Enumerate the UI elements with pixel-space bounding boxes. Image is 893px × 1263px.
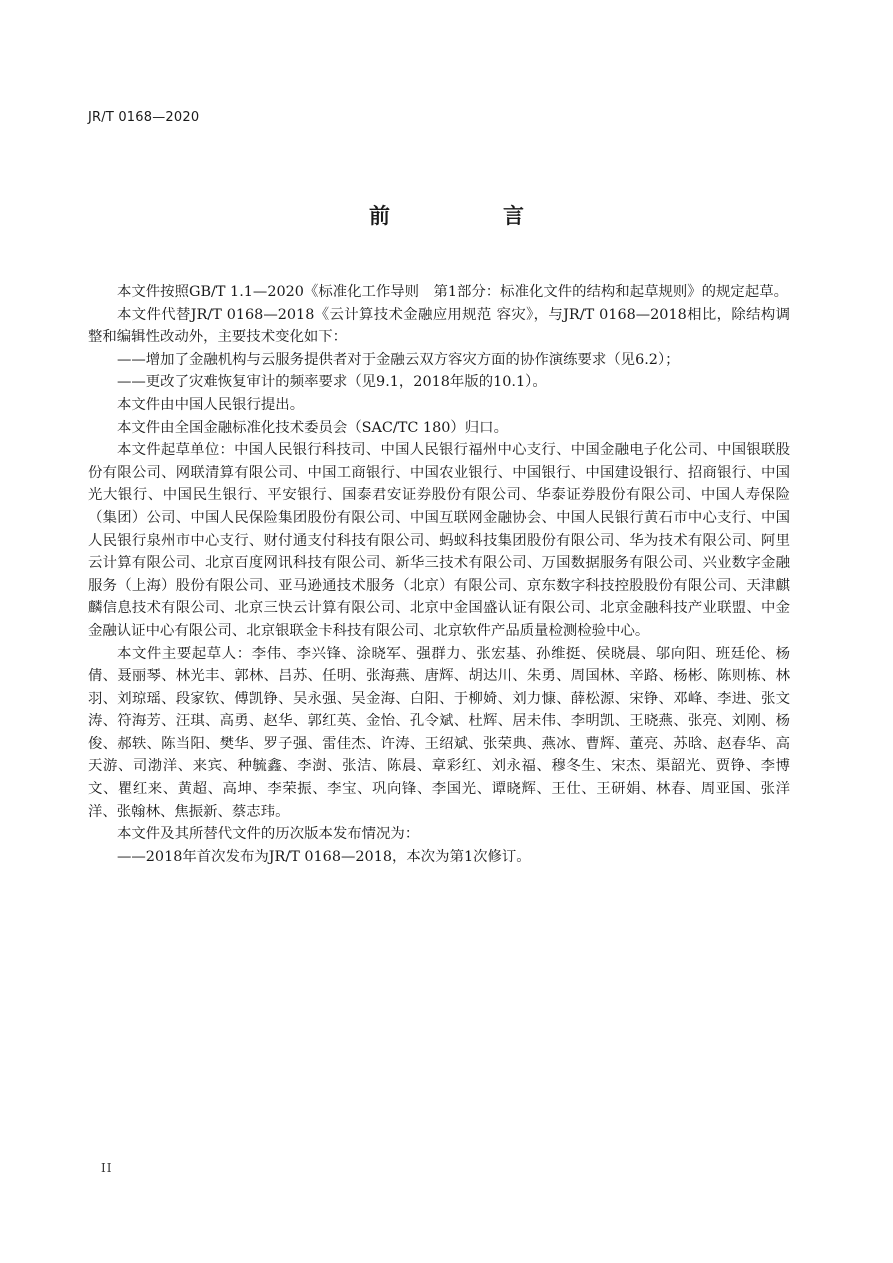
paragraph-replacement: 本文件代替JR/T 0168—2018《云计算技术金融应用规范 容灾》，与JR/T 0168—2018相比，除结构调整和编辑性改动外，主要技术变化如下：: [88, 306, 790, 346]
paragraph-committee: 本文件由全国金融标准化技术委员会（SAC/TC 180）归口。: [117, 419, 508, 436]
paragraph-drafting-units: 本文件起草单位：中国人民银行科技司、中国人民银行福州中心支行、中国金融电子化公司、中国银联股份有限公司、网联清算有限公司、中国工商银行、中国农业银行、中国银行、中国建设银行、招商银行、中国光大银行、中国民生银行、平安银行、国泰君安证券股份有限公司、华泰证券股份有限公司、中国人寿保险（集团）公司、中国人民保险集团股份有限公司、中国互联网金融协会、中国人民银行黄石市中心支行、中国人民银行泉州市中心支行、财付通支付科技有限公司、蚂蚁科技集团股份有限公司、华为技术有限公司、阿里云计算有限公司、北京百度网讯科技有限公司、新华三技术有限公司、万国数据服务有限公司、兴业数字金融服务（上海）股份有限公司、亚马逊通技术服务（北京）有限公司、京东数字科技控股股份有限公司、天津麒麟信息技术有限公司、北京三快云计算有限公司、北京中金国盛认证有限公司、北京金融科技产业联盟、中金金融认证中心有限公司、北京银联金卡科技有限公司、北京软件产品质量检测检验中心。: [88, 442, 790, 639]
paragraph-history-intro: 本文件及其所替代文件的历次版本发布情况为：: [117, 826, 420, 843]
standard-code: JR/T 0168—2020: [88, 110, 200, 125]
paragraph-drafting-rules: 本文件按照GB/T 1.1—2020《标准化工作导则 第1部分：标准化文件的结构和起草规则》的规定起草。: [117, 284, 788, 300]
paragraph-change-1: ——增加了金融机构与云服务提供者对于金融云双方容灾方面的协作演练要求（见6.2）；: [117, 351, 680, 368]
paragraph-drafters: 本文件主要起草人：李伟、李兴锋、涂晓军、强群力、张宏基、孙维挺、侯晓晨、邬向阳、班廷伦、杨倩、聂丽琴、林光丰、郭林、吕苏、任明、张海燕、唐辉、胡达川、朱勇、周国林、辛路、杨彬、陈则栋、林羽、刘琼瑶、段家钦、傅凯铮、吴永强、吴金海、白阳、于柳婍、刘力慷、薛松源、宋铮、邓峰、李进、张文涛、符海芳、汪琪、高勇、赵华、郭红英、金怡、孔令斌、杜辉、居未伟、李明凯、王晓燕、张亮、刘刚、杨俊、郝轶、陈当阳、樊华、罗子强、雷佳杰、许涛、王绍斌、张荣典、燕冰、曹辉、董亮、苏晗、赵春华、高天游、司渤洋、来宾、种毓鑫、李澍、张洁、陈晨、章彩红、刘永福、穆冬生、宋杰、渠韶光、贾铮、李博文、瞿红来、黄超、高坤、李荣振、李宝、巩向锋、李国光、谭晓辉、王仕、王研娟、林春、周亚国、张洋洋、张翰林、焦振新、蔡志玮。: [88, 645, 790, 820]
page-title: 前 言: [369, 204, 570, 228]
paragraph-proposer: 本文件由中国人民银行提出。: [117, 396, 305, 413]
page-number: II: [101, 1161, 113, 1175]
foreword-body: [88, 281, 790, 868]
paragraph-history-item: ——2018年首次发布为JR/T 0168—2018，本次为第1次修订。: [117, 848, 531, 865]
paragraph-change-2: ——更改了灾难恢复审计的频率要求（见9.1，2018年版的10.1）。: [117, 374, 547, 391]
